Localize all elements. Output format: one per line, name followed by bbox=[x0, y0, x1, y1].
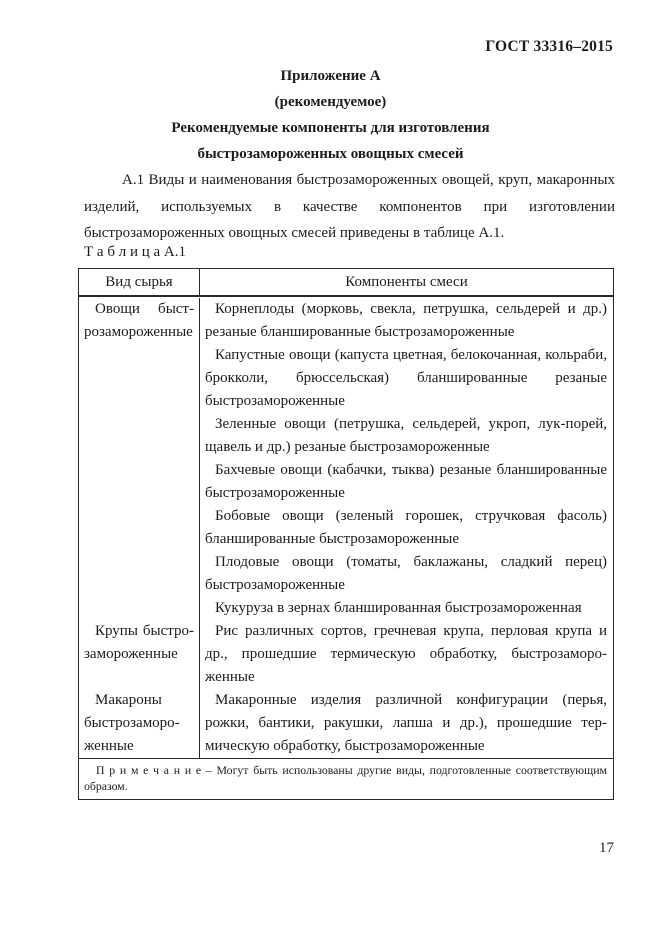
component-paragraph: Плодовые овощи (томаты, баклажаны, сладкий перец) быстрозамороженные bbox=[205, 554, 607, 593]
component-paragraph: Корнеплоды (морковь, свекла, петрушка, сельдерей и др.) резаные бланшированные быстрозамороженные bbox=[205, 301, 607, 340]
material-cell: Макароны быстрозамороженные bbox=[79, 689, 200, 758]
header-cell-material-type: Вид сырья bbox=[79, 269, 200, 295]
appendix-heading-block bbox=[0, 63, 661, 167]
doc-reference: ГОСТ 33316–2015 bbox=[485, 38, 613, 55]
table-note: П р и м е ч а н и е – Могут быть использованы другие виды, подготовленные соответствующим образом. bbox=[79, 758, 613, 799]
appendix-kind: (рекомендуемое) bbox=[274, 94, 387, 110]
table-row bbox=[79, 689, 613, 758]
appendix-heading-line2: быстрозамороженных овощных смесей bbox=[197, 146, 464, 162]
components-cell bbox=[200, 298, 613, 620]
component-paragraph: Рис различных сортов, гречневая крупа, перловая крупа и др., прошедшие термическую обработку, быстрозамороженные bbox=[205, 623, 607, 685]
appendix-heading-line1: Рекомендуемые компоненты для изготовления bbox=[171, 120, 490, 136]
components-table bbox=[78, 268, 614, 800]
components-cell bbox=[200, 689, 613, 758]
table-header-row bbox=[79, 269, 613, 297]
paragraph-a1: А.1 Виды и наименования быстрозамороженных овощей, круп, макаронных изделий, используемых в качестве компонентов при изготовлении быстрозамороженных овощных смесей приведены в таблице А.1. bbox=[84, 172, 615, 241]
page-number: 17 bbox=[599, 840, 614, 856]
component-paragraph: Бахчевые овощи (кабачки, тыква) резаные бланшированные быстрозамороженные bbox=[205, 462, 607, 501]
table-row bbox=[79, 298, 613, 620]
component-paragraph: Бобовые овощи (зеленый горошек, стручковая фасоль) бланшированные быстрозамороженные bbox=[205, 508, 607, 547]
component-paragraph: Капустные овощи (капуста цветная, белокочанная, кольраби, брокколи, брюссельская) бланшированные резаные быстрозамороженные bbox=[205, 347, 607, 409]
table-caption: Т а б л и ц а А.1 bbox=[84, 244, 186, 260]
material-cell: Крупы быстрозамороженные bbox=[79, 620, 200, 689]
component-paragraph: Кукуруза в зернах бланшированная быстрозамороженная bbox=[215, 600, 582, 616]
component-paragraph: Зеленные овощи (петрушка, сельдерей, укроп, лук-порей, щавель и др.) резаные быстрозамороженные bbox=[205, 416, 607, 455]
table-body bbox=[79, 297, 613, 758]
header-cell-components: Компоненты смеси bbox=[345, 274, 468, 290]
material-cell: Овощи быстрозамороженные bbox=[79, 298, 200, 620]
appendix-title: Приложение А bbox=[280, 68, 381, 84]
component-paragraph: Макаронные изделия различной конфигурации (перья, рожки, бантики, ракушки, лапша и др.), прошедшие термическую обработку, быстрозамороженные bbox=[205, 692, 607, 754]
components-cell bbox=[200, 620, 613, 689]
table-row bbox=[79, 620, 613, 689]
